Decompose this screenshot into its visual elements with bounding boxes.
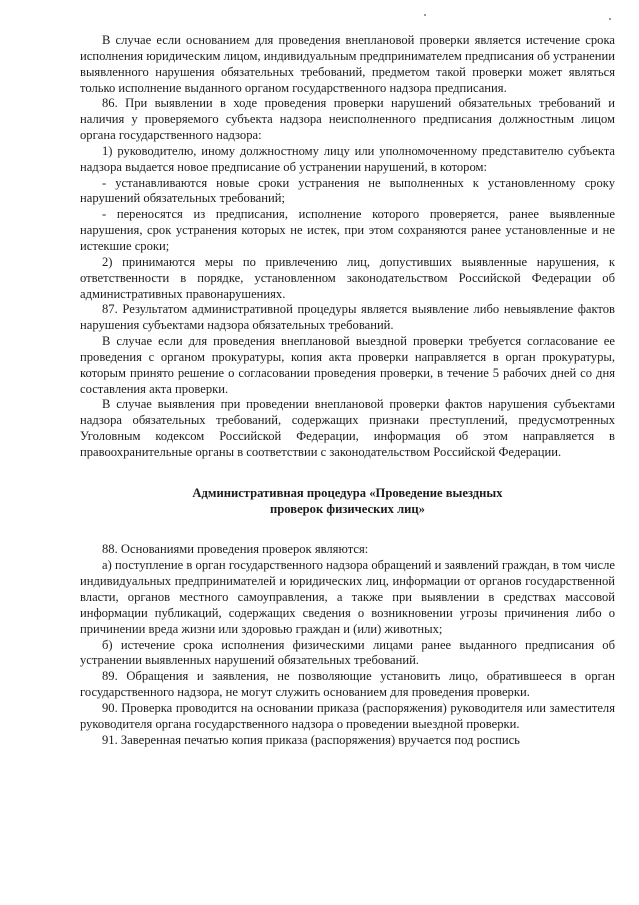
section-heading-line: проверок физических лиц» — [270, 501, 425, 516]
paragraph-90: 90. Проверка проводится на основании приказа (распоряжения) руководителя или заместителя руководителя органа государственного надзора о проведении выездной проверки. — [80, 700, 615, 731]
paragraph-dash-1: - устанавливаются новые сроки устранения не выполненных к установленному сроку нарушений обязательных требований; — [80, 175, 615, 206]
paragraph: В случае выявления при проведении внеплановой проверки фактов нарушения субъектами надзора обязательных требований, содержащих признаки преступлений, предусмотренных Уголовным кодексом Российской Федерации, информация об этом направляется в правоохранительные органы в соответствии с законодательством Российской Федерации. — [80, 397, 615, 459]
paragraph-88: 88. Основаниями проведения проверок являются: — [102, 542, 369, 557]
paragraph-dash-2: - переносятся из предписания, исполнение которого проверяется, ранее выявленные нарушения, срок устранения которых не истек, при этом сохраняются ранее установленные и не истекшие сроки; — [80, 207, 615, 253]
paragraph-91: 91. Заверенная печатью копия приказа (распоряжения) вручается под роспись — [102, 732, 520, 747]
document-page — [80, 33, 615, 748]
paragraph-item-1: 1) руководителю, иному должностному лицу или уполномоченному представителю субъекта надзора выдается новое предписание об устранении нарушений, в котором: — [80, 143, 615, 174]
paragraph-89: 89. Обращения и заявления, не позволяющие установить лицо, обратившееся в орган государственного надзора, не могут служить основанием для проведения проверки. — [80, 669, 615, 700]
scan-speck — [609, 18, 611, 20]
section-heading — [80, 486, 615, 518]
paragraph-87: 87. Результатом административной процедуры является выявление либо невыявление фактов нарушения субъектами надзора обязательных требований. — [80, 302, 615, 333]
scan-speck — [424, 14, 426, 16]
paragraph: В случае если основанием для проведения внеплановой проверки является истечение срока исполнения юридическим лицом, индивидуальным предпринимателем предписания об устранении выявленного нарушения обязательных требований, предметом такой проверки может являться только исполнение выданного органом государственного надзора предписания. — [80, 33, 615, 95]
paragraph-item-b: б) истечение срока исполнения физическими лицами ранее выданного предписания об устранении выявленных нарушений обязательных требований. — [80, 637, 615, 668]
paragraph-86: 86. При выявлении в ходе проведения проверки нарушений обязательных требований и наличия у проверяемого субъекта надзора неисполненного предписания должностным лицом органа государственного надзора: — [80, 96, 615, 143]
section-heading-line: Административная процедура «Проведение выездных — [192, 485, 503, 500]
paragraph-item-2: 2) принимаются меры по привлечению лиц, допустивших выявленные нарушения, к ответственности в порядке, установленном законодательством Российской Федерации об административных правонарушениях. — [80, 254, 615, 301]
paragraph: В случае если для проведения внеплановой выездной проверки требуется согласование ее проведения с органом прокуратуры, копия акта проверки направляется в орган прокуратуры, которым принято решение о согласовании проведения проверки, в течение 5 рабочих дней со дня составления акта проверки. — [80, 334, 615, 396]
paragraph-item-a: а) поступление в орган государственного надзора обращений и заявлений граждан, в том числе индивидуальных предпринимателей и юридических лиц, информации от органов государственной власти, органов местного самоуправления, а также при выявлении в средствах массовой информации публикаций, содержащих сведения о возникновении угрозы причинения либо о причинении вреда жизни или здоровью граждан и (или) животных; — [80, 558, 615, 636]
